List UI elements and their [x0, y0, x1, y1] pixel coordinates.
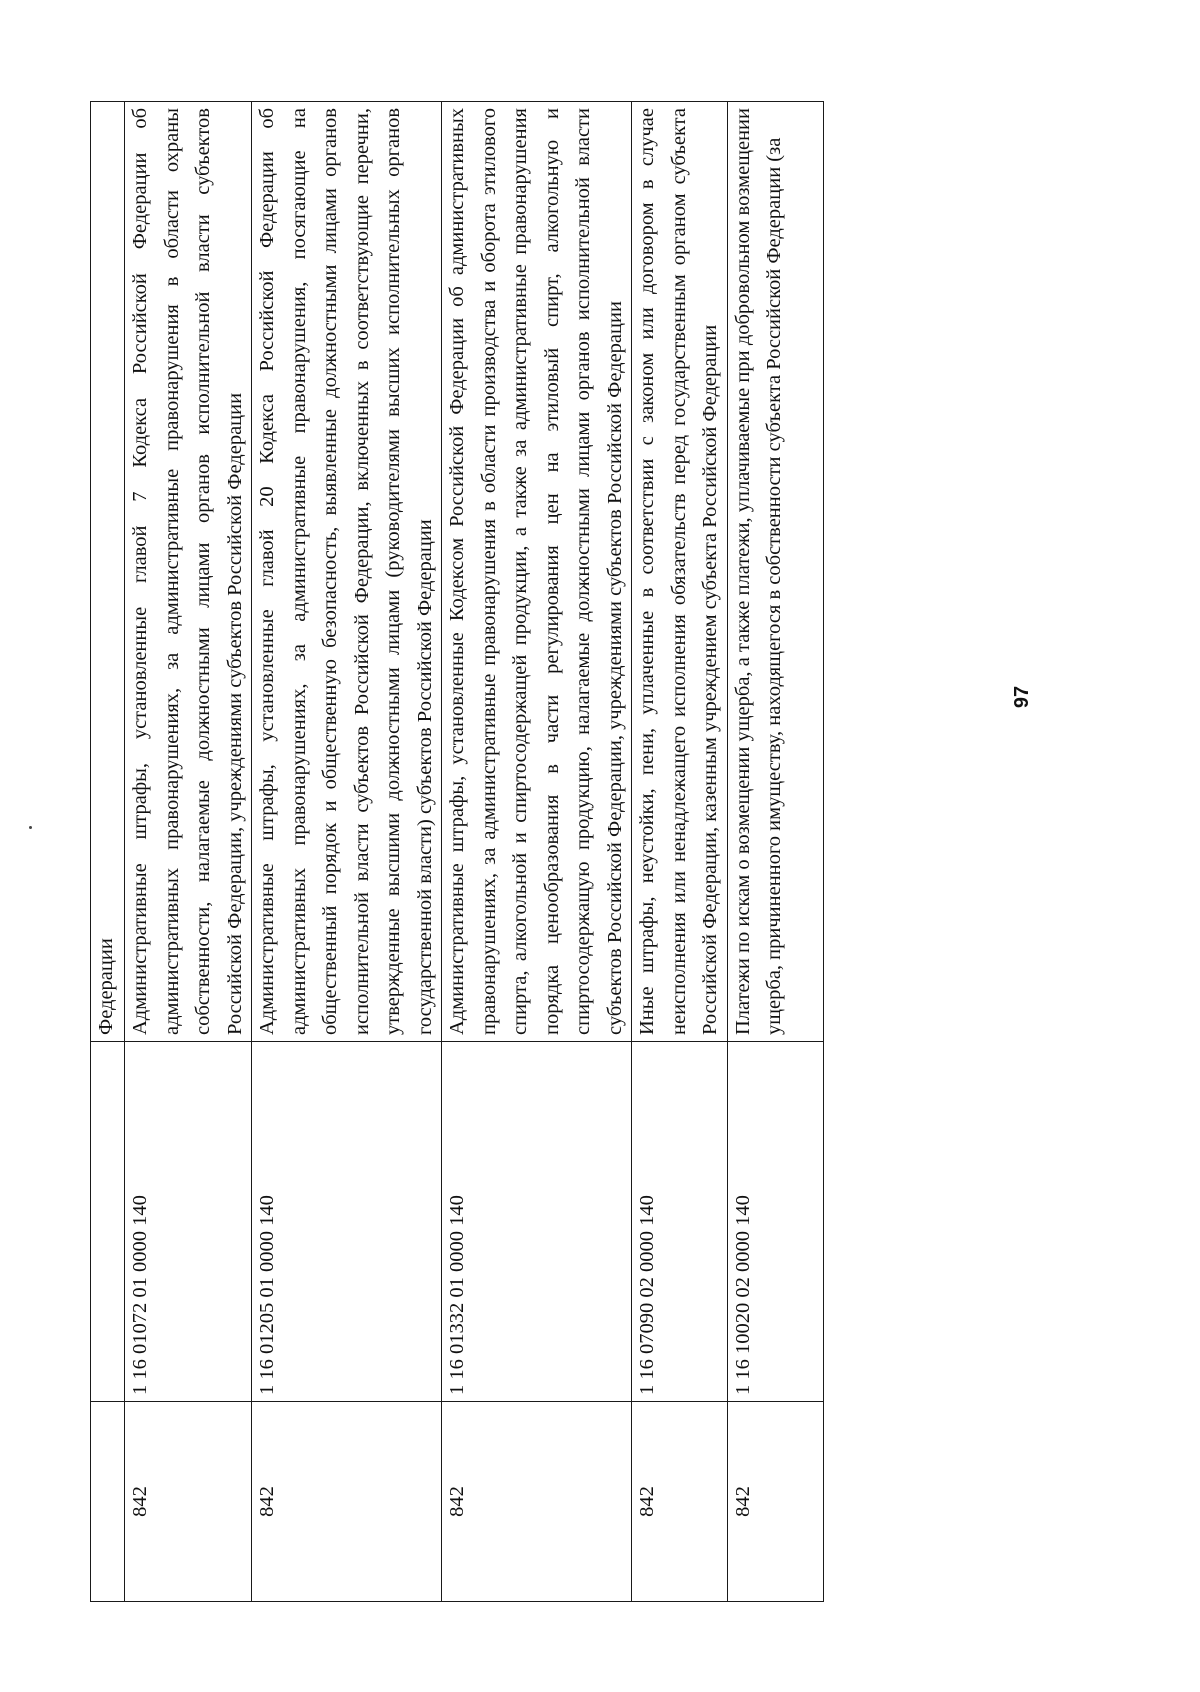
- description-cell: Иные штрафы, неустойки, пени, уплаченные в соответствии с законом или договором в случае неисполнения или ненадлежащего исполнения обязательств перед государственным органом субъекта Российской Федерации, казенным учреждением субъекта Российской Федерации: [632, 102, 728, 1042]
- description-cell: Административные штрафы, установленные главой 7 Кодекса Российской Федерации об административных правонарушениях, за административные правонарушения в области охраны собственности, налагаемые должностными лицами органов исполнительной власти субъектов Российской Федерации, учреждениями субъектов Российской Федерации: [125, 102, 252, 1042]
- table-row-continued: [91, 102, 125, 1602]
- scan-speck: [29, 826, 32, 829]
- admin-code-cell: 842: [442, 1402, 632, 1602]
- admin-code-cell: 842: [727, 1402, 823, 1602]
- page-number: 97: [1011, 685, 1033, 709]
- admin-code-cell: 842: [125, 1402, 252, 1602]
- table-row: [125, 102, 252, 1602]
- admin-code-cell: 842: [632, 1402, 728, 1602]
- admin-code-cell: [91, 1402, 125, 1602]
- table-row: [442, 102, 632, 1602]
- table-row: [252, 102, 442, 1602]
- description-cell: Платежи по искам о возмещении ущерба, а также платежи, уплачиваемые при добровольном возмещении ущерба, причиненного имуществу, находящегося в собственности субъекта Российской Федерации (за: [727, 102, 823, 1042]
- description-cell: Административные штрафы, установленные Кодексом Российской Федерации об административных правонарушениях, за административные правонарушения в области производства и оборота этилового спирта, алкогольной и спиртосодержащей продукции, а также за административные правонарушения порядка ценообразования в части регулирования цен на этиловый спирт, алкогольную и спиртосодержащую продукцию, налагаемые должностными лицами органов исполнительной власти субъектов Российской Федерации, учреждениями субъектов Российской Федерации: [442, 102, 632, 1042]
- kbk-code-cell: 1 16 01205 01 0000 140: [252, 1042, 442, 1402]
- budget-codes-table: [90, 101, 824, 1602]
- kbk-code-cell: 1 16 01332 01 0000 140: [442, 1042, 632, 1402]
- kbk-code-cell: 1 16 07090 02 0000 140: [632, 1042, 728, 1402]
- kbk-code-cell: [91, 1042, 125, 1402]
- description-cell: Федерации: [91, 102, 125, 1042]
- kbk-code-cell: 1 16 10020 02 0000 140: [727, 1042, 823, 1402]
- table-row: [727, 102, 823, 1602]
- admin-code-cell: 842: [252, 1402, 442, 1602]
- description-cell: Административные штрафы, установленные главой 20 Кодекса Российской Федерации об административных правонарушениях, за административные правонарушения, посягающие на общественный порядок и общественную безопасность, выявленные должностными лицами органов исполнительной власти субъектов Российской Федерации, включенных в соответствующие перечни, утвержденные высшими должностными лицами (руководителями высших исполнительных органов государственной власти) субъектов Российской Федерации: [252, 102, 442, 1042]
- kbk-code-cell: 1 16 01072 01 0000 140: [125, 1042, 252, 1402]
- table-row: [632, 102, 728, 1602]
- rotated-table-area: [90, 102, 1033, 1602]
